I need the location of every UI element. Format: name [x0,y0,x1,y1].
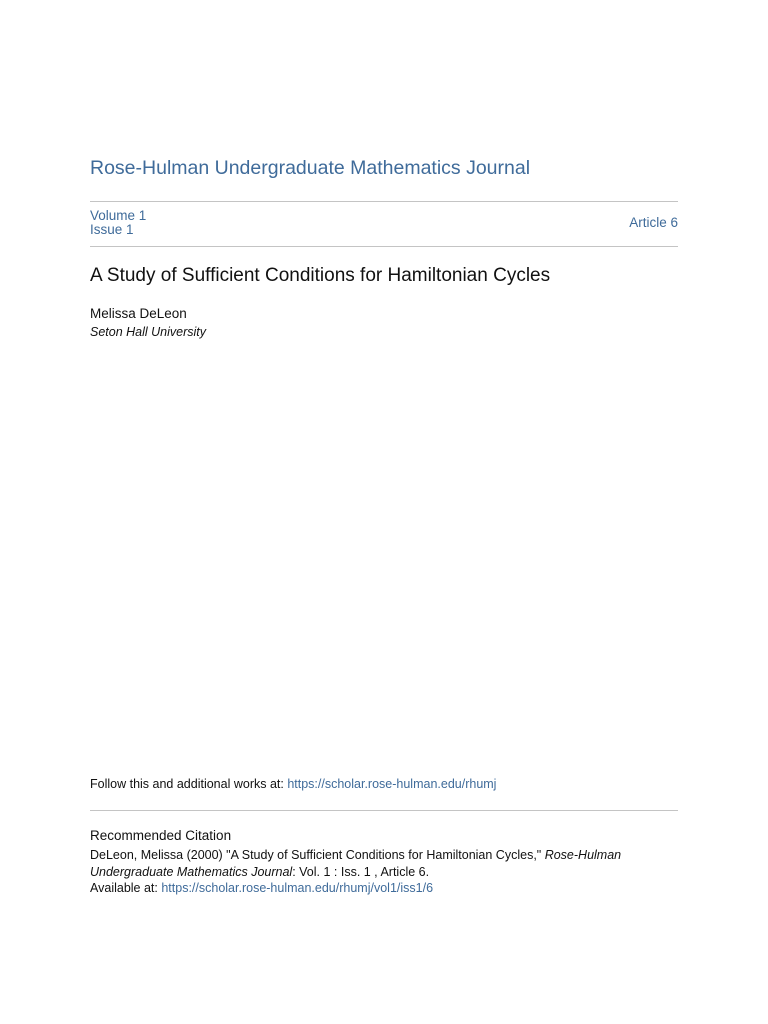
paper-title: A Study of Sufficient Conditions for Hamiltonian Cycles [90,265,551,286]
citation-tail: : Vol. 1 : Iss. 1 , Article 6. [292,865,430,879]
volume-link[interactable]: Volume 1 [90,208,147,223]
citation-journal: Rose-Hulman Undergraduate Mathematics Journal [90,848,622,879]
available-url-link[interactable]: https://scholar.rose-hulman.edu/rhumj/vol1/iss1/6 [161,881,434,895]
cover-page [90,0,678,1024]
divider-middle [90,246,678,247]
journal-title-link[interactable]: Rose-Hulman Undergraduate Mathematics Journal [90,157,531,179]
citation-main: DeLeon, Melissa (2000) "A Study of Sufficient Conditions for Hamiltonian Cycles," [90,848,545,862]
citation-text [90,847,678,881]
volume-issue-block [90,209,146,237]
divider-bottom [90,810,678,811]
available-label: Available at: [90,881,162,895]
author-name: Melissa DeLeon [90,306,187,321]
article-link[interactable]: Article 6 [629,215,678,230]
divider-top [90,201,678,202]
available-at-line [90,881,433,895]
recommended-citation-heading: Recommended Citation [90,828,232,843]
follow-label: Follow this and additional works at: [90,777,288,791]
issue-link[interactable]: Issue 1 [90,222,134,237]
follow-line [90,777,496,791]
author-affiliation: Seton Hall University [90,325,207,339]
follow-url-link[interactable]: https://scholar.rose-hulman.edu/rhumj [287,777,497,791]
